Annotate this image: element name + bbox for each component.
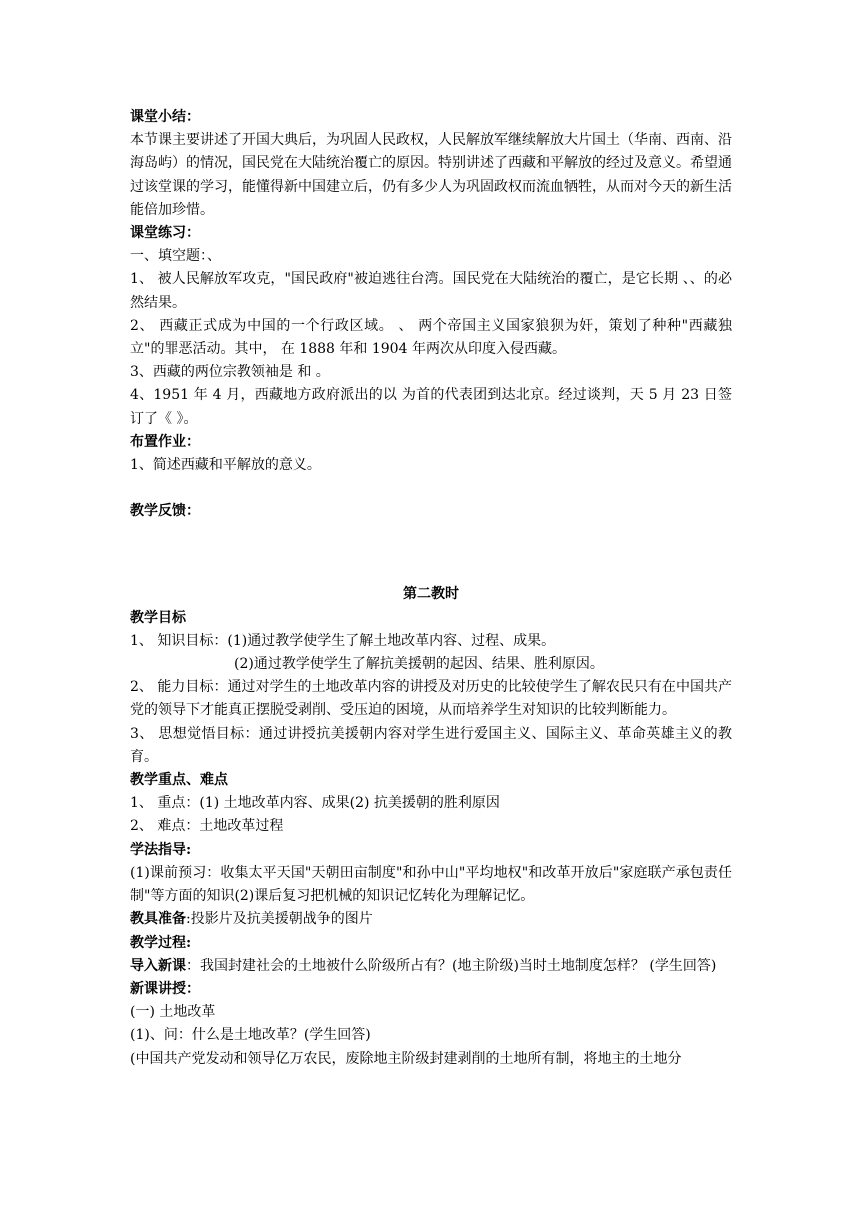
new-lesson-heading: 新课讲授：	[130, 980, 200, 997]
intro-body: ：我国封建社会的土地被什么阶级所占有？(地主阶级)当时土地制度怎样？ (学生回答)	[186, 957, 717, 974]
exercise-section-title: 一、填空题：、	[130, 248, 221, 265]
homework-item-1: 1、简述西藏和平解放的意义。	[130, 457, 321, 474]
spacer	[130, 523, 732, 583]
difficult-point: 2、 难点：土地改革过程	[130, 818, 284, 835]
intro-label: 导入新课	[130, 957, 186, 974]
tools-line	[130, 908, 732, 931]
goal-knowledge: 1、 知识目标：(1)通过教学使学生了解土地改革内容、过程、成果。	[130, 632, 556, 649]
summary-heading: 课堂小结：	[130, 109, 200, 125]
spacer	[130, 477, 732, 500]
goal-ability: 2、 能力目标：通过对学生的土地改革内容的讲授及对历史的比较使学生了解农民只有在中国共产党的领导下才能真正摆脱受剥削、受压迫的困境，从而培养学生对知识的比较判断能力。	[130, 679, 732, 719]
intro-line	[130, 955, 732, 978]
homework-heading: 布置作业：	[130, 433, 200, 450]
key-point: 1、 重点：(1) 土地改革内容、成果(2) 抗美援朝的胜利原因	[130, 795, 500, 812]
goal-knowledge-2: (2)通过教学使学生了解抗美援朝的起因、结果、胜利原因。	[234, 656, 604, 673]
lesson-title: 第二教时	[403, 586, 459, 603]
key-heading: 教学重点、难点	[130, 772, 228, 789]
method-heading: 学法指导:	[130, 841, 192, 858]
exercise-item-1: 1、 被人民解放军攻克，"国民政府"被迫逃往台湾。国民党在大陆统治的覆亡，是它长期 、、的必然结果。	[130, 271, 732, 311]
exercise-heading: 课堂练习：	[130, 225, 200, 242]
goals-heading: 教学目标	[130, 609, 186, 626]
feedback-heading: 教学反馈：	[130, 503, 200, 520]
exercise-item-2: 2、 西藏正式成为中国的一个行政区域。 、 两个帝国主义国家狼狈为奸，策划了种种"西藏独立"的罪恶活动。其中， 在 1888 年和 1904 年两次从印度入侵西藏。	[130, 317, 732, 358]
goal-ideology: 3、 思想觉悟目标：通过讲授抗美援朝内容对学生进行爱国主义、国际主义、革命英雄主义的教育。	[130, 725, 732, 765]
tools-label: 教具准备	[130, 911, 186, 928]
summary-body: 本节课主要讲述了开国大典后，为巩固人民政权，人民解放军继续解放大片国土（华南、西南、沿海岛屿）的情况，国民党在大陆统治覆亡的原因。特别讲述了西藏和平解放的经过及意义。希望通过该堂课的学习，能懂得新中国建立后，仍有多少人为巩固政权而流血牺牲，从而对今天的新生活能倍加珍惜。	[130, 132, 732, 218]
answer-1: (中国共产党发动和领导亿万农民，废除地主阶级封建剥削的土地所有制，将地主的土地分	[130, 1050, 682, 1067]
document-page	[130, 106, 732, 1071]
exercise-item-3: 3、西藏的两位宗教领袖是 和 。	[130, 364, 330, 381]
part-1-title: (一) 土地改革	[130, 1004, 216, 1021]
method-body: (1)课前预习：收集太平天国"天朝田亩制度"和孙中山"平均地权"和改革开放后"家庭联产承包责任制"等方面的知识(2)课后复习把机械的知识记忆转化为理解记忆。	[130, 864, 732, 905]
exercise-item-4: 4、1951 年 4 月，西藏地方政府派出的以 为首的代表团到达北京。经过谈判，天 5 月 23 日签订了《 》。	[130, 387, 732, 427]
tools-body: :投影片及抗美援朝战争的图片	[186, 911, 373, 928]
question-1: (1)、问：什么是土地改革？(学生回答)	[130, 1027, 371, 1044]
process-heading: 教学过程:	[130, 934, 192, 951]
